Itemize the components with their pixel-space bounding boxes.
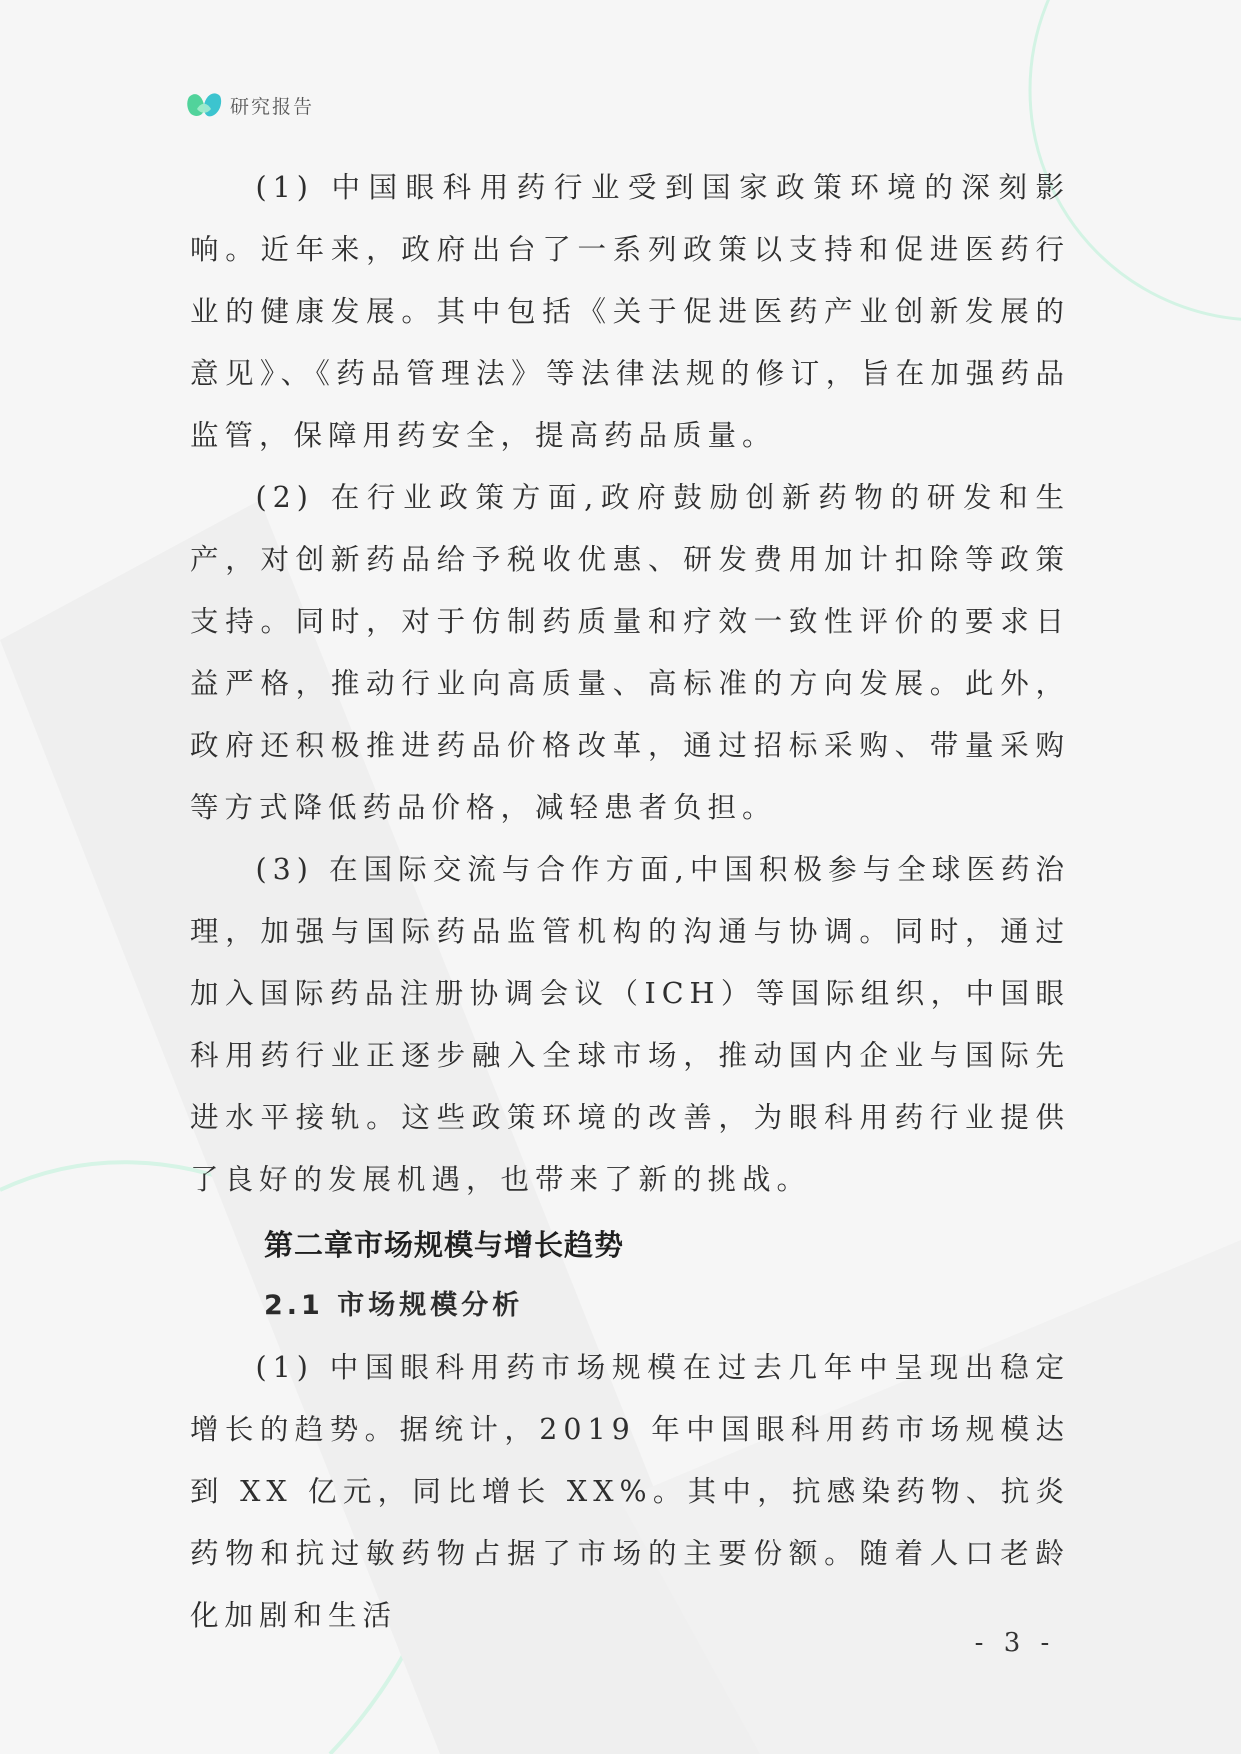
body-paragraph: (2) 在行业政策方面,政府鼓励创新药物的研发和生产，对创新药品给予税收优惠、研发费用加计扣除等政策支持。同时，对于仿制药质量和疗效一致性评价的要求日益严格，推动行业向高质量、高标准的方向发展。此外，政府还积极推进药品价格改革，通过招标采购、带量采购等方式降低药品价格，减轻患者负担。 bbox=[190, 481, 1070, 824]
report-header bbox=[186, 88, 314, 122]
leaf-logo-icon bbox=[186, 88, 222, 122]
body-paragraph: (1) 中国眼科用药行业受到国家政策环境的深刻影响。近年来，政府出台了一系列政策以支持和促进医药行业的健康发展。其中包括《关于促进医药产业创新发展的意见》、《药品管理法》等法律法规的修订，旨在加强药品监管，保障用药安全，提高药品质量。 bbox=[190, 171, 1070, 452]
body-paragraph: (1) 中国眼科用药市场规模在过去几年中呈现出稳定增长的趋势。据统计，2019 年中国眼科用药市场规模达到 XX 亿元，同比增长 XX%。其中，抗感染药物、抗炎药物和抗过敏药物占据了市场的主要份额。随着人口老龄化加剧和生活 bbox=[190, 1351, 1070, 1632]
header-title: 研究报告 bbox=[230, 95, 315, 118]
page-number: - 3 - bbox=[974, 1628, 1056, 1658]
chapter-title: 第二章市场规模与增长趋势 bbox=[264, 1228, 625, 1262]
section-title: 2.1 市场规模分析 bbox=[264, 1290, 524, 1321]
body-paragraph: (3) 在国际交流与合作方面,中国积极参与全球医药治理，加强与国际药品监管机构的沟通与协调。同时，通过加入国际药品注册协调会议（ICH）等国际组织，中国眼科用药行业正逐步融入全球市场，推动国内企业与国际先进水平接轨。这些政策环境的改善，为眼科用药行业提供了良好的发展机遇，也带来了新的挑战。 bbox=[190, 853, 1070, 1196]
document-body bbox=[190, 157, 1070, 1647]
